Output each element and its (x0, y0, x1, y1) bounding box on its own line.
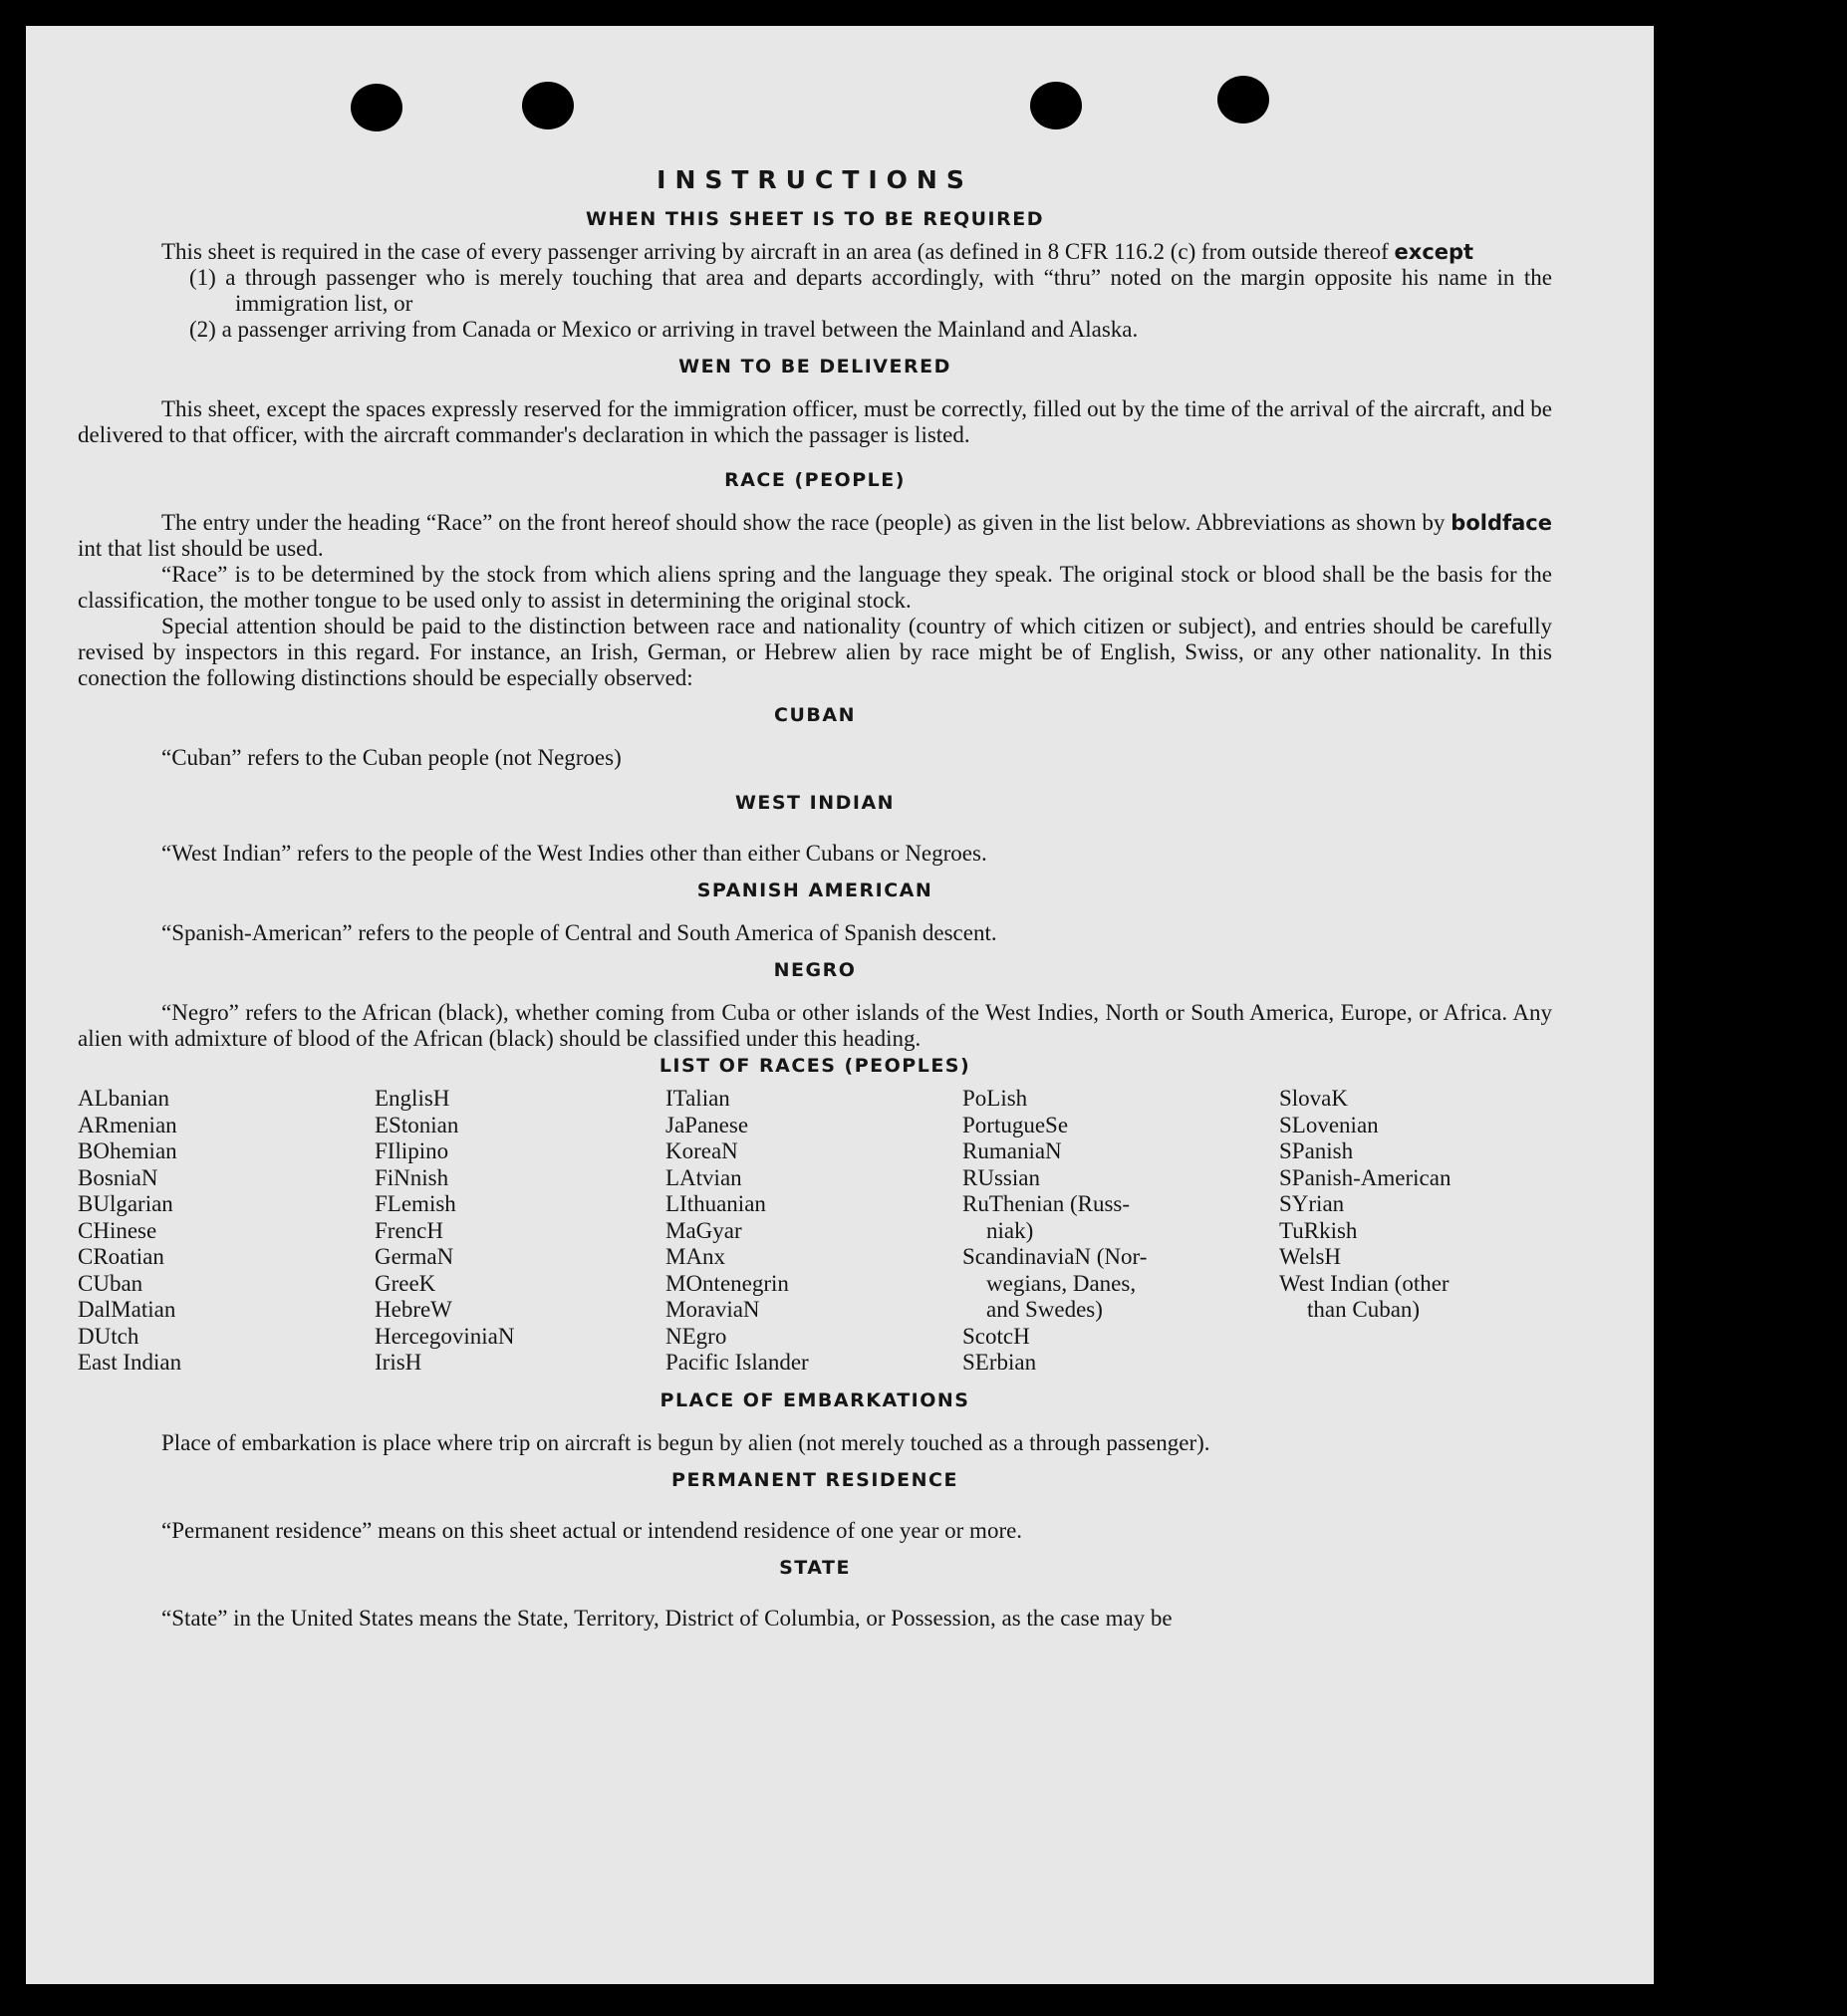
punch-hole (1217, 76, 1269, 124)
heading-spanish-american: SPANISH AMERICAN (696, 880, 933, 901)
race-item: KoreaN (665, 1138, 738, 1163)
race-item: MAnx (665, 1244, 726, 1269)
cuban-text: “Cuban” refers to the Cuban people (not Negroes) (161, 745, 622, 770)
race-item: SPanish (1279, 1138, 1354, 1163)
races-column-1 (78, 1086, 375, 1377)
race-item: DUtch (78, 1323, 139, 1349)
race-item: RuThenian (Russ- (962, 1191, 1131, 1216)
race-item: ScotcH (962, 1323, 1030, 1349)
race-item: EnglisH (375, 1086, 450, 1111)
document-sheet (26, 26, 1654, 1984)
heading-state: STATE (779, 1556, 851, 1579)
when-required-intro: This sheet is required in the case of every passenger arriving by aircraft in an area (as defined in 8 CFR 116.2 (c) from outside thereof except (161, 239, 1474, 264)
race-item: HercegoviniaN (375, 1323, 515, 1349)
race-item: Pacific Islander (665, 1350, 809, 1375)
race-item: ScandinaviaN (Nor- (962, 1244, 1148, 1269)
race-item: than Cuban) (1307, 1297, 1421, 1322)
race-item: LIthuanian (665, 1191, 766, 1216)
race-item: MaGyar (665, 1217, 742, 1243)
race-paragraph-3: Special attention should be paid to the distinction between race and nationality (country of which citizen or subject), and entries should be carefully revised by inspectors in this regard. For instance, an Irish, German, or Hebrew alien by race might be of English, Swiss, or any other nationality. In this conection the following distinctions should be especially observed: (78, 614, 1552, 690)
heading-when-required: WHEN THIS SHEET IS TO BE REQUIRED (585, 208, 1044, 230)
heading-west-indian: WEST INDIAN (734, 792, 896, 814)
race-item: LAtvian (665, 1164, 742, 1190)
race-item: SLovenian (1279, 1112, 1379, 1137)
race-paragraph-1: The entry under the heading “Race” on the front hereof should show the race (people) as given in the list below. Abbreviations as shown by boldface int that list should be used. (78, 510, 1552, 561)
race-item: FLemish (375, 1191, 456, 1216)
heading-race: RACE (PEOPLE) (724, 469, 906, 491)
exception-item-1: (1) a through passenger who is merely touching that area and departs accordingly, with “thru” noted on the margin opposite his name in the immigration list, or (189, 265, 1552, 316)
west-indian-text: “West Indian” refers to the people of the West Indies other than either Cubans or Negroes. (161, 841, 987, 866)
race-item: WelsH (1279, 1244, 1342, 1269)
race-item: SlovaK (1279, 1086, 1348, 1111)
race-item: MoraviaN (665, 1297, 760, 1322)
race-item: GermaN (375, 1244, 454, 1269)
race-item: PoLish (962, 1086, 1028, 1111)
races-column-4 (962, 1086, 1279, 1377)
race-item: BOhemian (78, 1138, 177, 1163)
punch-hole (351, 84, 402, 131)
race-item: RUssian (962, 1164, 1040, 1190)
when-delivered-text: This sheet, except the spaces expressly reserved for the immigration officer, must be correctly, filled out by the time of the arrival of the aircraft, and be delivered to that officer, with the aircraft commander's declaration in which the passager is listed. (78, 396, 1552, 447)
race-item: BUlgarian (78, 1191, 173, 1216)
race-item: CHinese (78, 1217, 157, 1243)
heading-cuban: CUBAN (774, 704, 856, 726)
race-item: wegians, Danes, (986, 1270, 1137, 1296)
races-column-3 (665, 1086, 962, 1377)
race-item: RumaniaN (962, 1138, 1062, 1163)
heading-negro: NEGRO (773, 959, 857, 981)
punch-hole (522, 82, 574, 129)
race-item: HebreW (375, 1297, 452, 1322)
race-item: SYrian (1279, 1191, 1345, 1216)
race-item: FIlipino (375, 1138, 449, 1163)
page-title: INSTRUCTIONS (657, 165, 973, 194)
heading-when-delivered: WEN TO BE DELIVERED (678, 356, 951, 378)
race-item: MOntenegrin (665, 1270, 789, 1296)
exception-item-2: (2) a passenger arriving from Canada or Mexico or arriving in travel between the Mainland and Alaska. (189, 317, 1139, 342)
race-item: JaPanese (665, 1112, 749, 1137)
race-item: ARmenian (78, 1112, 177, 1137)
permanent-residence-text: “Permanent residence” means on this sheet actual or intendend residence of one year or more. (161, 1517, 1023, 1543)
boldface-bold-text: boldface (1451, 511, 1552, 535)
except-bold-text: except (1394, 240, 1474, 264)
race-item: CUban (78, 1270, 143, 1296)
race-item: FrencH (375, 1217, 443, 1243)
race-item: NEgro (665, 1323, 727, 1349)
race-item: SPanish-American (1279, 1164, 1451, 1190)
race-item: FiNnish (375, 1164, 449, 1190)
race-item: EStonian (375, 1112, 459, 1137)
race-paragraph-2: “Race” is to be determined by the stock from which aliens spring and the language they speak. The original stock or blood shall be the basis for the classification, the mother tongue to be used only to assist in determining the original stock. (78, 562, 1552, 613)
instructions-content (78, 163, 1552, 1632)
race-item: East Indian (78, 1350, 182, 1375)
race-item: ALbanian (78, 1086, 169, 1111)
embarkation-text: Place of embarkation is place where trip on aircraft is begun by alien (not merely touched as a through passenger). (161, 1429, 1210, 1455)
race-item: and Swedes) (986, 1297, 1103, 1322)
race-item: CRoatian (78, 1244, 164, 1269)
punch-hole (1030, 82, 1082, 129)
heading-list-of-races: LIST OF RACES (PEOPLES) (659, 1055, 971, 1077)
race-item: ITalian (665, 1086, 730, 1111)
state-text: “State” in the United States means the State, Territory, District of Columbia, or Possession, as the case may be (161, 1605, 1173, 1631)
race-item: BosniaN (78, 1164, 158, 1190)
race-item: SErbian (962, 1350, 1037, 1375)
race-item: IrisH (375, 1350, 422, 1375)
race-item: West Indian (other (1279, 1270, 1450, 1296)
race-item: GreeK (375, 1270, 436, 1296)
heading-embarkation: PLACE OF EMBARKATIONS (660, 1388, 970, 1411)
race-item: TuRkish (1279, 1217, 1358, 1243)
races-column-2 (375, 1086, 665, 1377)
spanish-american-text: “Spanish-American” refers to the people of Central and South America of Spanish descent. (161, 920, 997, 945)
heading-permanent-residence: PERMANENT RESIDENCE (671, 1468, 958, 1491)
races-list (78, 1086, 1552, 1377)
race-item: DalMatian (78, 1297, 176, 1322)
race-item: niak) (986, 1217, 1034, 1243)
race-item: PortugueSe (962, 1112, 1069, 1137)
races-column-5 (1279, 1086, 1538, 1377)
negro-text: “Negro” refers to the African (black), whether coming from Cuba or other islands of the West Indies, North or South America, Europe, or Africa. Any alien with admixture of blood of the African (black) should be classified under this heading. (78, 1000, 1552, 1051)
